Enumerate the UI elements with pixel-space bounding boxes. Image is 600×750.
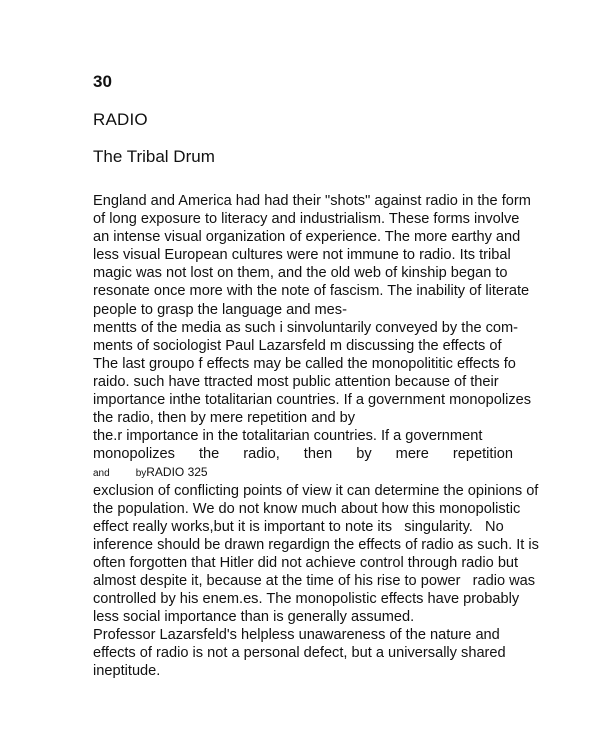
word: monopolizes [93, 446, 175, 463]
text-line: almost despite it, because at the time of his rise to power radio was [93, 572, 536, 589]
word: repetition [452, 446, 513, 463]
word: the [198, 446, 220, 463]
text-line: less visual European cultures were not immune to radio. Its tribal [93, 247, 511, 264]
text-line: exclusion of conflicting points of view it can determine the opinions of [93, 482, 539, 499]
text-line: the radio, then by mere repetition and by [93, 410, 356, 427]
text-line: mentts of the media as such i sinvoluntarily conveyed by the com- [93, 319, 519, 336]
justified-text-line [93, 445, 513, 463]
text-line: magic was not lost on them, and the old web of kinship began to [93, 265, 508, 282]
text-line: effects of radio is not a personal defect, but a universally shared [93, 645, 506, 662]
text-line: England and America had had their "shots" against radio in the form [93, 193, 531, 209]
text-line: raido. such have ttracted most public attention because of their [93, 373, 499, 390]
text-line: resonate once more with the note of fascism. The inability of literate [93, 283, 530, 300]
running-head-radio: RADIO 325 [146, 465, 208, 480]
text-line: ments of sociologist Paul Lazarsfeld m discussing the effects of [93, 337, 502, 354]
text-line: inference should be drawn regardign the effects of radio as such. It is [93, 536, 539, 553]
text-line: the population. We do not know much about how this monopolistic [93, 500, 521, 517]
text-line: Professor Lazarsfeld's helpless unawareness of the nature and [93, 627, 500, 644]
word: radio, [243, 446, 280, 463]
text-line: controlled by his enem.es. The monopolistic effects have probably [93, 591, 520, 608]
text-line: importance inthe totalitarian countries. If a government monopolizes [93, 392, 532, 409]
running-head [93, 463, 513, 481]
text-line: ineptitude. [93, 663, 161, 680]
section-title: The Tribal Drum [93, 147, 215, 166]
word: then [303, 446, 333, 463]
word: mere [395, 446, 429, 463]
word: by [356, 446, 372, 463]
chapter-title: RADIO [93, 110, 148, 129]
chapter-number: 30 [93, 72, 112, 91]
body-text [93, 192, 539, 681]
running-head-by: by [135, 468, 147, 480]
text-line: the.r importance in the totalitarian countries. If a government [93, 428, 483, 445]
text-line: The last groupo f effects may be called the monopolititic effects fo [93, 355, 516, 372]
text-line: people to grasp the language and mes- [93, 301, 347, 318]
text-line: often forgotten that Hitler did not achieve control through radio but [93, 554, 519, 571]
text-line: effect really works,but it is important to note its singularity. No [93, 518, 504, 535]
text-line: of long exposure to literacy and industrialism. These forms involve [93, 211, 520, 228]
text-line: an intense visual organization of experience. The more earthy and [93, 229, 521, 246]
running-head-and: and [93, 468, 110, 480]
text-line: less social importance than is generally assumed. [93, 609, 415, 626]
